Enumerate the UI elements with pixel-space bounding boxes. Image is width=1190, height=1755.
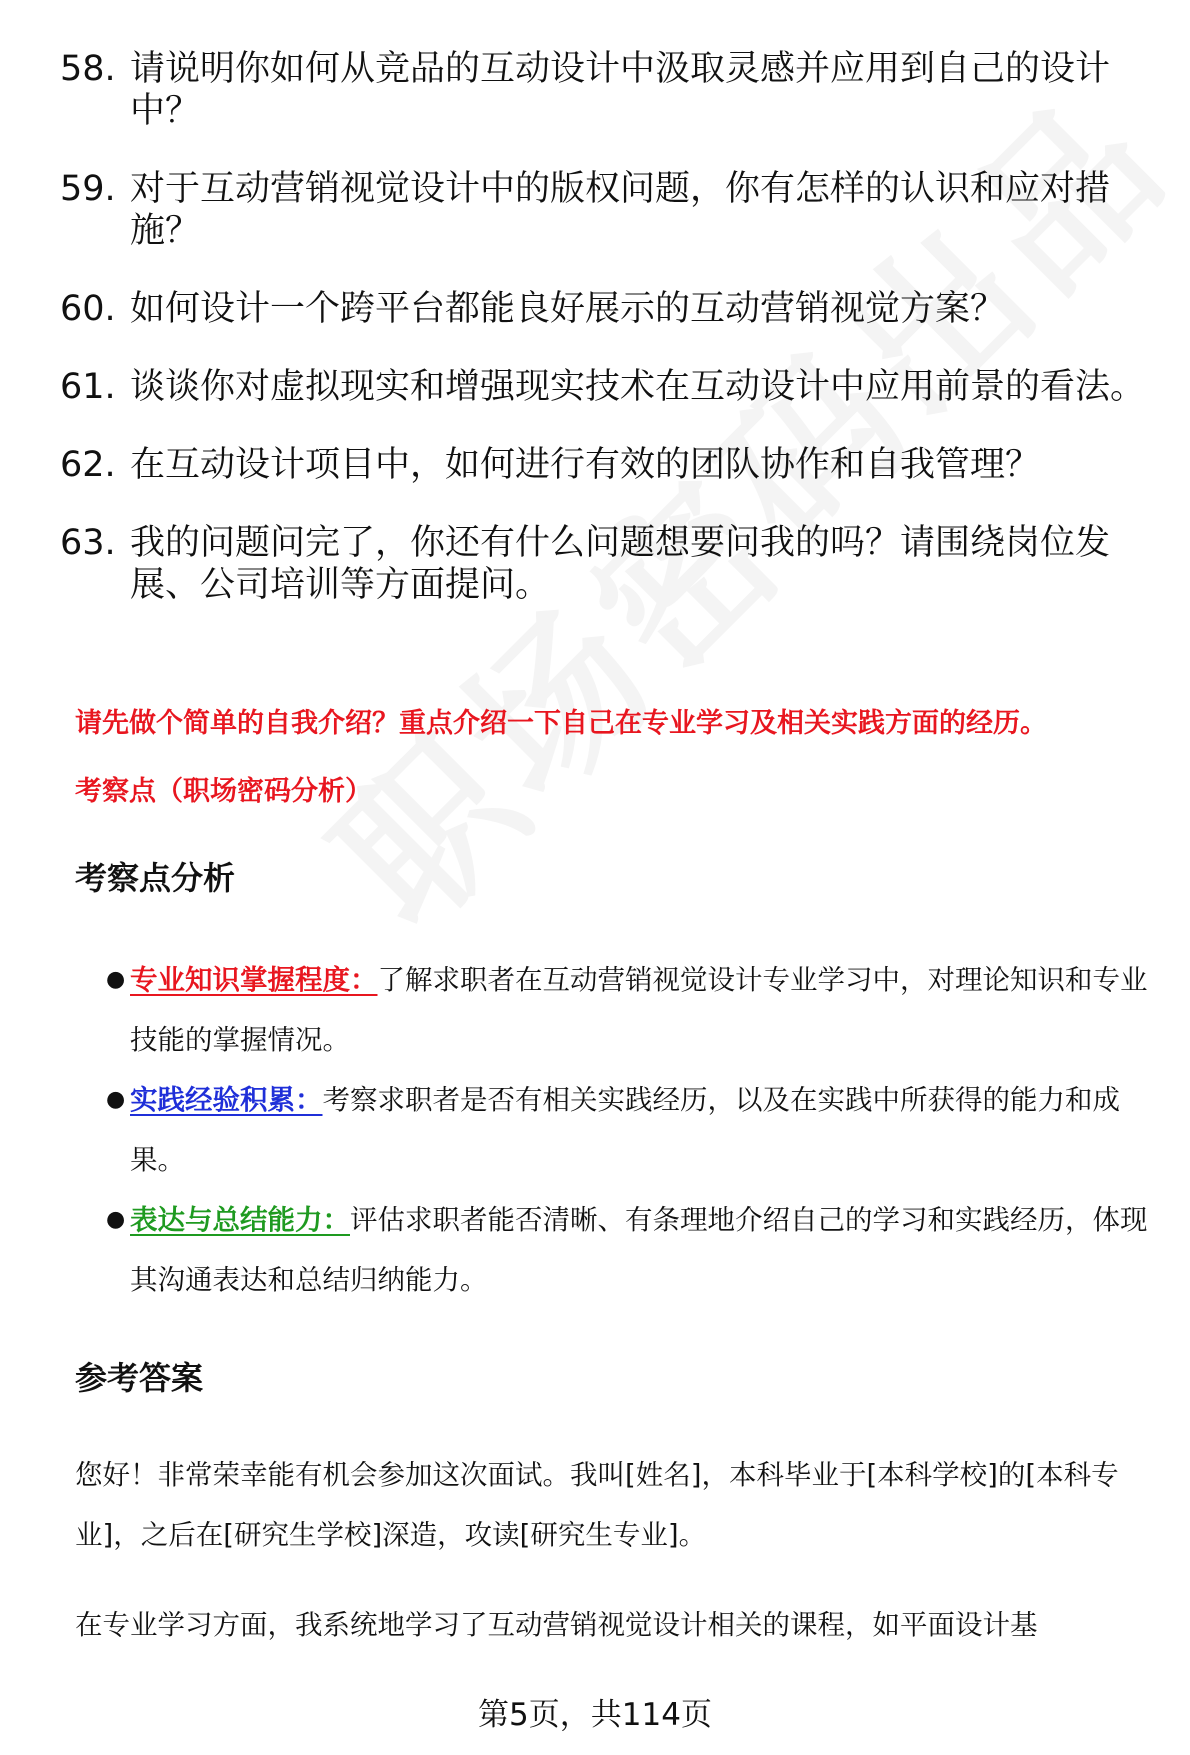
bullet-dot-icon: ● [106, 1207, 126, 1232]
bullet-label: 专业知识掌握程度： [130, 964, 378, 996]
question-item [60, 366, 1150, 408]
question-item [60, 288, 1150, 330]
bullet-dot-icon: ● [106, 1087, 126, 1112]
question-item [60, 522, 1150, 606]
bullet-item [75, 1190, 1155, 1310]
answer-paragraph: 您好！非常荣幸能有机会参加这次面试。我叫[姓名]，本科毕业于[本科学校]的[本科专业]，之后在[研究生学校]深造，攻读[研究生专业]。 [75, 1459, 1119, 1551]
analysis-subhead: 考察点（职场密码分析） [75, 776, 372, 807]
interview-prompt: 请先做个简单的自我介绍？重点介绍一下自己在专业学习及相关实践方面的经历。 [75, 708, 1047, 739]
bullet-label: 实践经验积累： [130, 1084, 323, 1116]
analysis-title: 考察点分析 [75, 859, 236, 897]
bullet-item [75, 1070, 1155, 1190]
bullet-dot-icon: ● [106, 967, 126, 992]
question-number: 58. [60, 49, 116, 89]
bullet-item [75, 950, 1155, 1070]
question-number: 60. [60, 289, 116, 329]
page-footer: 第5页，共114页 [478, 1697, 712, 1733]
question-number: 62. [60, 445, 116, 485]
question-item [60, 48, 1150, 132]
question-list [60, 48, 1150, 642]
question-text: 谈谈你对虚拟现实和增强现实技术在互动设计中应用前景的看法。 [130, 367, 1146, 407]
answer-title: 参考答案 [75, 1359, 204, 1397]
question-text: 在互动设计项目中，如何进行有效的团队协作和自我管理？ [130, 445, 1041, 485]
question-text: 我的问题问完了，你还有什么问题想要问我的吗？请围绕岗位发展、公司培训等方面提问。 [130, 523, 1111, 605]
bullet-text: 了解求职者在互动营销视觉设计专业学习中，对理论知识和专业技能的掌握情况。 [130, 964, 1148, 1056]
question-item [60, 444, 1150, 486]
bullet-text: 考察求职者是否有相关实践经历，以及在实践中所获得的能力和成果。 [130, 1084, 1120, 1176]
question-number: 63. [60, 523, 116, 563]
question-number: 59. [60, 169, 116, 209]
question-text: 如何设计一个跨平台都能良好展示的互动营销视觉方案？ [130, 289, 1006, 329]
bullet-text: 评估求职者能否清晰、有条理地介绍自己的学习和实践经历，体现其沟通表达和总结归纳能力。 [130, 1204, 1148, 1296]
question-text: 请说明你如何从竞品的互动设计中汲取灵感并应用到自己的设计中？ [130, 49, 1111, 131]
answer-paragraph: 在专业学习方面，我系统地学习了互动营销视觉设计相关的课程，如平面设计基 [75, 1609, 1038, 1641]
analysis-bullets [75, 950, 1155, 1310]
question-item [60, 168, 1150, 252]
question-text: 对于互动营销视觉设计中的版权问题，你有怎样的认识和应对措施？ [130, 169, 1111, 251]
bullet-label: 表达与总结能力： [130, 1204, 350, 1236]
question-number: 61. [60, 367, 116, 407]
